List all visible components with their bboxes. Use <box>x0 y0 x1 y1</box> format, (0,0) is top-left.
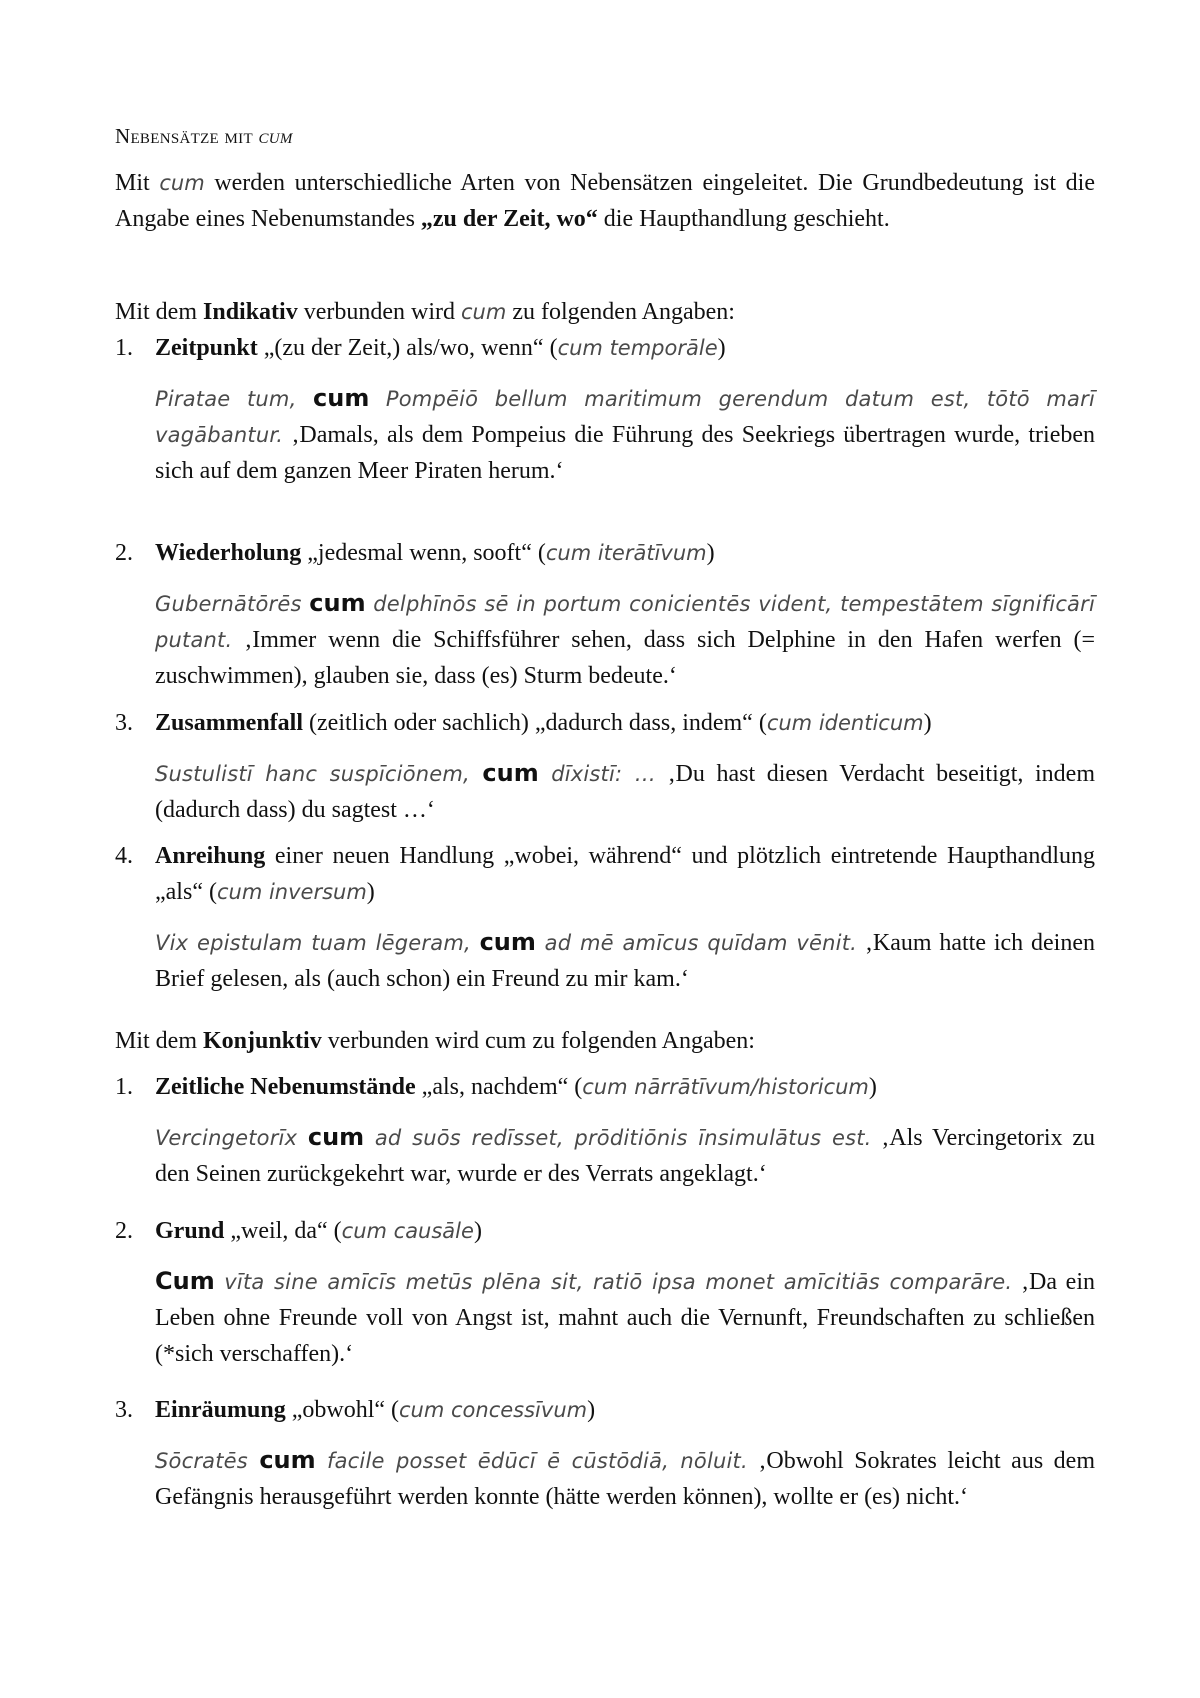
item-example <box>155 924 1095 997</box>
konjunktiv-lead-b: verbunden wird cum zu folgenden Angaben: <box>321 1028 755 1054</box>
item-heading <box>155 1392 1095 1428</box>
item-latin-name: cum identicum <box>766 711 924 735</box>
item-close: ) <box>473 1218 482 1244</box>
page-title <box>115 124 293 149</box>
example-latin-b: Pompēiō bellum maritimum gerendum datum est, tōtō marī vagābantur. <box>155 387 1095 447</box>
item-heading <box>155 705 1095 741</box>
item-latin-name: cum iterātīvum <box>545 541 707 565</box>
item-term: Zusammenfall <box>155 710 304 736</box>
item-heading <box>155 1213 1095 1249</box>
item-close: ) <box>923 710 932 736</box>
example-cum: cum <box>259 1446 316 1474</box>
item-term: Zeitliche Nebenumstände <box>155 1074 416 1100</box>
intro-text-b: werden unterschiedliche Arten von Nebensätzen eingeleitet. Die Grundbedeutung ist die Angabe eines Nebenumstandes <box>115 170 1095 232</box>
item-meaning: „als, nachdem“ ( <box>415 1074 583 1100</box>
item-term: Zeitpunkt <box>155 335 258 361</box>
item-close: ) <box>717 335 726 361</box>
example-latin-b: facile posset ēdūcī ē cūstōdiā, nōluit. <box>315 1449 748 1473</box>
item-example <box>155 755 1095 828</box>
example-cum: cum <box>482 759 539 787</box>
example-german: ‚Kaum hatte ich deinen Brief gelesen, als (auch schon) ein Freund zu mir kam.‘ <box>155 930 1096 992</box>
example-cum: cum <box>307 1123 365 1151</box>
indikativ-lead <box>115 294 1095 330</box>
example-latin-b: vīta sine amīcīs metūs plēna sit, ratiō ipsa monet amīcitiās comparāre. <box>214 1270 1013 1294</box>
indikativ-lead-c: zu folgenden Angaben: <box>506 299 735 325</box>
konjunktiv-item <box>115 1213 1095 1372</box>
item-latin-name: cum temporāle <box>557 336 718 360</box>
example-latin-a: Gubernātōrēs <box>155 592 310 616</box>
item-meaning: „jedesmal wenn, sooft“ ( <box>301 540 546 566</box>
indikativ-lead-bold: Indikativ <box>203 299 298 325</box>
example-latin-a: Vix epistulam tuam lēgeram, <box>155 931 480 955</box>
indikativ-item <box>115 838 1095 997</box>
example-cum: cum <box>479 928 536 956</box>
title-latin-word: cum <box>258 124 293 148</box>
item-close: ) <box>366 879 375 905</box>
item-term: Einräumung <box>155 1397 286 1423</box>
example-latin-a: Piratae tum, <box>155 387 314 411</box>
example-latin-b: delphīnōs sē in portum conicientēs vident, tempestātem sīgnificārī putant. <box>155 592 1095 652</box>
item-number: 3. <box>115 1397 133 1423</box>
example-latin-a: Sōcratēs <box>155 1449 260 1473</box>
konjunktiv-lead-a: Mit dem <box>115 1028 203 1054</box>
indikativ-item <box>115 535 1095 694</box>
konjunktiv-item <box>115 1069 1095 1192</box>
indikativ-lead-cum: cum <box>461 300 507 324</box>
example-latin-b: ad suōs redīsset, prōditiōnis īnsimulātus est. <box>364 1126 872 1150</box>
example-cum: Cum <box>155 1267 215 1295</box>
item-example <box>155 1119 1095 1192</box>
item-number: 3. <box>115 710 133 736</box>
intro-cum: cum <box>159 171 205 195</box>
indikativ-item <box>115 330 1095 489</box>
item-example <box>155 1263 1095 1372</box>
item-meaning: „weil, da“ ( <box>224 1218 342 1244</box>
item-example <box>155 1442 1095 1515</box>
item-example <box>155 380 1095 489</box>
item-latin-name: cum nārrātīvum/historicum <box>582 1075 869 1099</box>
item-heading <box>155 1069 1095 1105</box>
item-meaning: (zeitlich oder sachlich) „dadurch dass, indem“ ( <box>303 710 767 736</box>
example-german: ‚Damals, als dem Pompeius die Führung des Seekriegs übertragen wurde, trieben sich auf dem ganzen Meer Piraten herum.‘ <box>155 422 1095 484</box>
item-heading <box>155 838 1095 910</box>
example-latin-b: dīxistī: … <box>538 762 656 786</box>
item-meaning: „(zu der Zeit,) als/wo, wenn“ ( <box>257 335 558 361</box>
item-term: Grund <box>155 1218 225 1244</box>
item-number: 1. <box>115 1074 133 1100</box>
intro-paragraph <box>115 165 1095 237</box>
konjunktiv-lead <box>115 1023 1095 1059</box>
item-heading <box>155 535 1095 571</box>
example-german: ‚Immer wenn die Schiffsführer sehen, dass sich Delphine in den Hafen werfen (= zuschwimmen), glauben sie, dass (es) Sturm bedeute.‘ <box>155 627 1095 689</box>
item-close: ) <box>868 1074 877 1100</box>
item-term: Wiederholung <box>155 540 302 566</box>
intro-bold: „zu der Zeit, wo“ <box>420 206 598 232</box>
item-number: 1. <box>115 335 133 361</box>
item-close: ) <box>706 540 715 566</box>
item-heading <box>155 330 1095 366</box>
example-latin-a: Vercingetorīx <box>155 1126 308 1150</box>
item-number: 2. <box>115 1218 133 1244</box>
konjunktiv-item <box>115 1392 1095 1515</box>
item-number: 4. <box>115 843 133 869</box>
title-text: Nebensätze mit <box>115 124 259 148</box>
konjunktiv-lead-bold: Konjunktiv <box>203 1028 322 1054</box>
item-latin-name: cum concessīvum <box>399 1398 588 1422</box>
intro-text-a: Mit <box>115 170 160 196</box>
item-meaning: „obwohl“ ( <box>285 1397 400 1423</box>
example-cum: cum <box>309 589 366 617</box>
intro-text-c: die Haupthandlung geschieht. <box>597 206 890 232</box>
indikativ-lead-a: Mit dem <box>115 299 203 325</box>
indikativ-lead-b: verbunden wird <box>297 299 462 325</box>
example-german: ‚Als Vercingetorix zu den Seinen zurückgekehrt war, wurde er des Verrats angeklagt.‘ <box>155 1125 1095 1187</box>
example-german: ‚Da ein Leben ohne Freunde voll von Angst ist, mahnt auch die Vernunft, Freundschaften zu schließen (*sich verschaffen).‘ <box>155 1269 1095 1367</box>
item-latin-name: cum inversum <box>216 880 367 904</box>
example-latin-b: ad mē amīcus quīdam vēnit. <box>535 931 858 955</box>
item-latin-name: cum causāle <box>341 1219 474 1243</box>
example-latin-a: Sustulistī hanc suspīciōnem, <box>155 762 483 786</box>
item-term: Anreihung <box>155 843 266 869</box>
item-example <box>155 585 1095 694</box>
item-meaning: einer neuen Handlung „wobei, während“ und plötzlich eintretende Haupthandlung „als“ ( <box>155 843 1095 905</box>
example-german: ‚Du hast diesen Verdacht beseitigt, indem (dadurch dass) du sagtest …‘ <box>155 761 1095 823</box>
item-close: ) <box>587 1397 596 1423</box>
indikativ-item <box>115 705 1095 828</box>
example-german: ‚Obwohl Sokrates leicht aus dem Gefängnis herausgeführt werden konnte (hätte werden können), wollte er (es) nicht.‘ <box>155 1448 1096 1510</box>
item-number: 2. <box>115 540 133 566</box>
example-cum: cum <box>313 384 370 412</box>
